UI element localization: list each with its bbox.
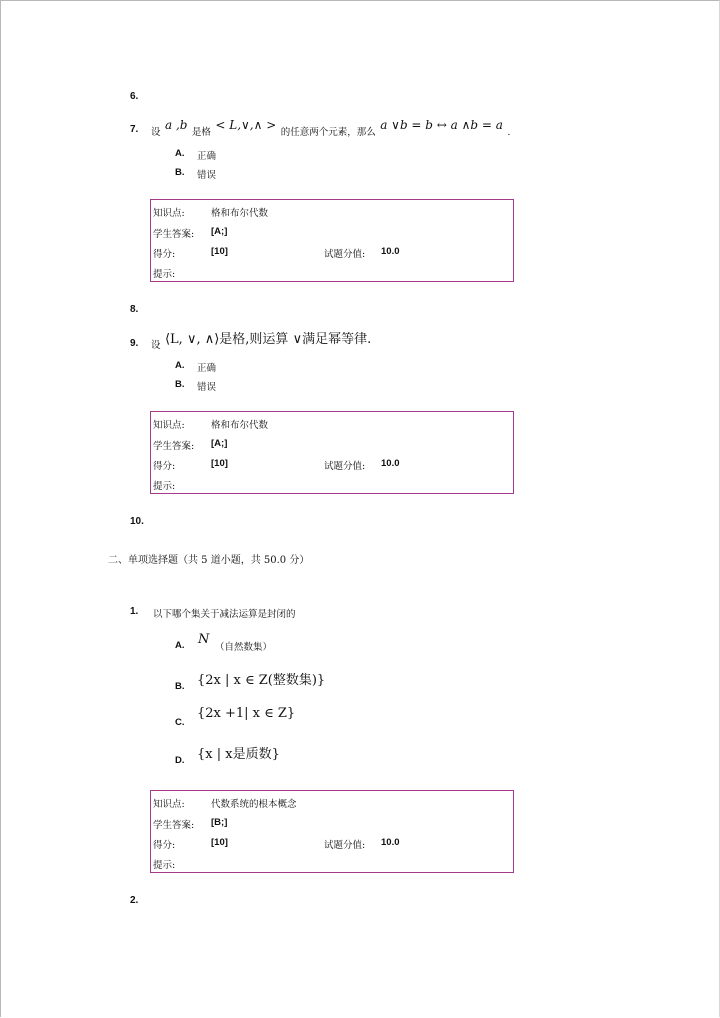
s2q1-option-c-letter[interactable]: C.: [175, 717, 185, 728]
q9-option-b-letter[interactable]: B.: [175, 379, 185, 390]
score-value: [10]: [211, 246, 228, 257]
question-number-10: 10.: [130, 516, 144, 527]
score-label: 得分:: [153, 840, 176, 851]
s2q1-option-a-text[interactable]: （自然数集）: [215, 642, 273, 653]
s2q1-option-b-letter[interactable]: B.: [175, 681, 185, 692]
score-value: [10]: [211, 837, 228, 848]
points-label: 试题分值:: [324, 461, 366, 472]
q7-option-a-letter[interactable]: A.: [175, 148, 185, 159]
q9-option-b-text[interactable]: 错误: [197, 382, 217, 393]
s2-question-1-text: 以下哪个集关于减法运算是封闭的: [153, 609, 296, 620]
q7-option-b-text[interactable]: 错误: [197, 170, 217, 181]
question-number-9: 9.: [130, 338, 139, 349]
student-answer-label: 学生答案:: [153, 229, 195, 240]
student-answer-label: 学生答案:: [153, 441, 195, 452]
q7-info-box: [150, 199, 514, 282]
question-7-text: [151, 116, 511, 138]
s2q1-option-b-math[interactable]: {2x | x ∈ Z(整数集)}: [197, 673, 326, 688]
knowledge-label: 知识点:: [153, 420, 185, 431]
q9-option-a-text[interactable]: 正确: [197, 363, 217, 374]
s2-question-number-2: 2.: [130, 895, 139, 906]
q9-prefix: 设: [151, 340, 161, 351]
q7-prefix: 设: [151, 127, 161, 138]
s2q1-option-c-math[interactable]: {2x +1| x ∈ Z}: [197, 706, 296, 721]
q7-lattice: < L,∨,∧ >: [215, 118, 277, 132]
knowledge-value: 代数系统的根本概念: [211, 799, 297, 810]
q7-option-a-text[interactable]: 正确: [197, 151, 217, 162]
knowledge-value: 格和布尔代数: [211, 420, 269, 431]
section-heading: 二、单项选择题（共 5 道小题，共 50.0 分）: [108, 555, 310, 566]
q7-suffix: 的任意两个元素，那么: [280, 127, 376, 138]
points-label: 试题分值:: [324, 249, 366, 260]
s2q1-option-d-letter[interactable]: D.: [175, 755, 185, 766]
question-9-text: [151, 328, 372, 351]
score-value: [10]: [211, 458, 228, 469]
q7-vars: a ,b: [164, 118, 188, 132]
knowledge-value: 格和布尔代数: [211, 208, 269, 219]
s2q1-option-d-math[interactable]: {x | x是质数}: [197, 747, 280, 762]
q9-statement: ⟨L, ∨, ∧⟩是格,则运算 ∨满足幂等律.: [164, 332, 372, 347]
knowledge-label: 知识点:: [153, 208, 185, 219]
s2-question-number-1: 1.: [130, 606, 139, 617]
question-number-8: 8.: [130, 304, 139, 315]
s2q1-info-box: [150, 790, 514, 873]
points-value: 10.0: [381, 458, 400, 469]
points-value: 10.0: [381, 246, 400, 257]
s2q1-option-a-math[interactable]: N: [198, 632, 210, 647]
s2q1-option-a-letter[interactable]: A.: [175, 640, 185, 651]
q7-end: .: [507, 127, 511, 138]
q7-mid: 是格: [191, 127, 211, 138]
hint-label: 提示:: [153, 481, 176, 492]
q7-formula: a ∨b = b ↔ a ∧b = a: [380, 118, 503, 132]
student-answer-value: [A;]: [211, 438, 228, 449]
question-number-6: 6.: [130, 91, 139, 102]
points-label: 试题分值:: [324, 840, 366, 851]
student-answer-label: 学生答案:: [153, 820, 195, 831]
score-label: 得分:: [153, 461, 176, 472]
q9-info-box: [150, 411, 514, 494]
q7-option-b-letter[interactable]: B.: [175, 167, 185, 178]
hint-label: 提示:: [153, 269, 176, 280]
student-answer-value: [B;]: [211, 817, 228, 828]
q9-option-a-letter[interactable]: A.: [175, 360, 185, 371]
score-label: 得分:: [153, 249, 176, 260]
knowledge-label: 知识点:: [153, 799, 185, 810]
points-value: 10.0: [381, 837, 400, 848]
student-answer-value: [A;]: [211, 226, 228, 237]
question-number-7: 7.: [130, 124, 139, 135]
hint-label: 提示:: [153, 860, 176, 871]
